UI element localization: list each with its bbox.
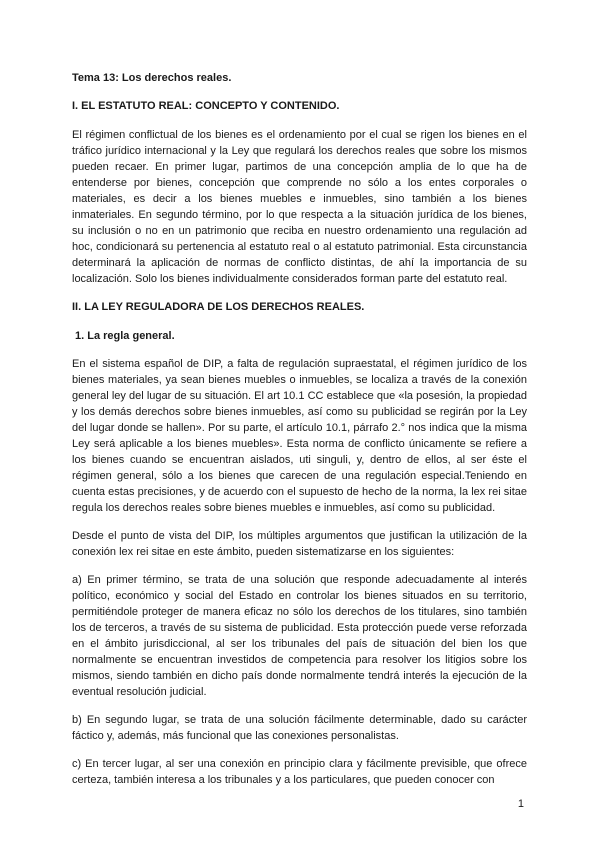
paragraph-argument-c: c) En tercer lugar, al ser una conexión en principio clara y fácilmente previsible, que ofrece certeza, también interesa a los tribunales y a los particulares, que pueden conocer con	[72, 758, 527, 786]
paragraph-arguments-intro: Desde el punto de vista del DIP, los múltiples argumentos que justifican la utilización de la conexión lex rei sitae en este ámbito, pueden sistematizarse en los siguientes:	[72, 530, 527, 558]
page-number: 1	[517, 798, 524, 810]
paragraph-general-rule: En el sistema español de DIP, a falta de regulación supraestatal, el régimen jurídico de los bienes materiales, ya sean bienes muebles o inmuebles, se localiza a través de la conexión general ley del lugar de su situación. El art 10.1 CC establece que «la posesión, la propiedad y los demás derechos sobre bienes inmuebles, así como su publicidad se regirán por la Ley del lugar donde se hallen». Por su parte, el artículo 10.1, párrafo 2.° nos indica que la misma Ley será aplicable a los bienes muebles». Esta norma de conflicto únicamente se refiere a los bienes cuando se encuentran aislados, uti singuli, y, dentro de ellos, al ser éste el régimen general, sólo a los bienes que carecen de una regulación especial.Teniendo en cuenta estas precisiones, y de acuerdo con el supuesto de hecho de la norma, la lex rei sitae regula los derechos reales sobre bienes muebles e inmuebles, así como su publicidad.	[72, 358, 527, 514]
section-1-paragraph: El régimen conflictual de los bienes es el ordenamiento por el cual se rigen los bienes en el tráfico jurídico internacional y la Ley que regulará los derechos reales que sobre los mismos pueden recaer. En primer lugar, partimos de una concepción amplia de lo que ha de entenderse por bienes, concepción que comprende no sólo a los entes corporales o materiales, es decir a los bienes muebles e inmuebles, sino también a los bienes inmateriales. En segundo término, por lo que respecta a la situación jurídica de los bienes, su inclusión o no en un patrimonio que reciba en nuestro ordenamiento una regulación ad hoc, condicionará su pertenencia al estatuto real o al estatuto patrimonial. Esta circunstancia determinará la aplicación de normas de conflicto distintas, de ahí la importancia de su localización. Solo los bienes individualmente considerados forman parte del estatuto real.	[72, 129, 527, 285]
document-title: Tema 13: Los derechos reales.	[72, 72, 232, 84]
section-2-heading: II. LA LEY REGULADORA DE LOS DERECHOS REALES.	[72, 301, 365, 313]
paragraph-argument-a: a) En primer término, se trata de una solución que responde adecuadamente al interés político, económico y social del Estado en controlar los bienes situados en su territorio, permitiéndole proteger de manera eficaz no sólo los derechos de los titulares, sino también los de terceros, a través de su sistema de publicidad. Esta protección puede verse reforzada en el ámbito jurisdiccional, al ser los tribunales del país de situación del bien los que normalmente se encuentran investidos de competencia para resolver los litigios sobre los mismos, siendo también en dicho país donde normalmente tendrá interés la ejecución de la eventual resolución judicial.	[72, 574, 527, 698]
document-body	[72, 70, 527, 800]
section-1-heading: I. EL ESTATUTO REAL: CONCEPTO Y CONTENIDO.	[72, 100, 340, 112]
section-2-subheading: 1. La regla general.	[75, 330, 175, 342]
paragraph-argument-b: b) En segundo lugar, se trata de una solución fácilmente determinable, dado su carácter fáctico y, además, más funcional que las conexiones personalistas.	[72, 714, 527, 742]
